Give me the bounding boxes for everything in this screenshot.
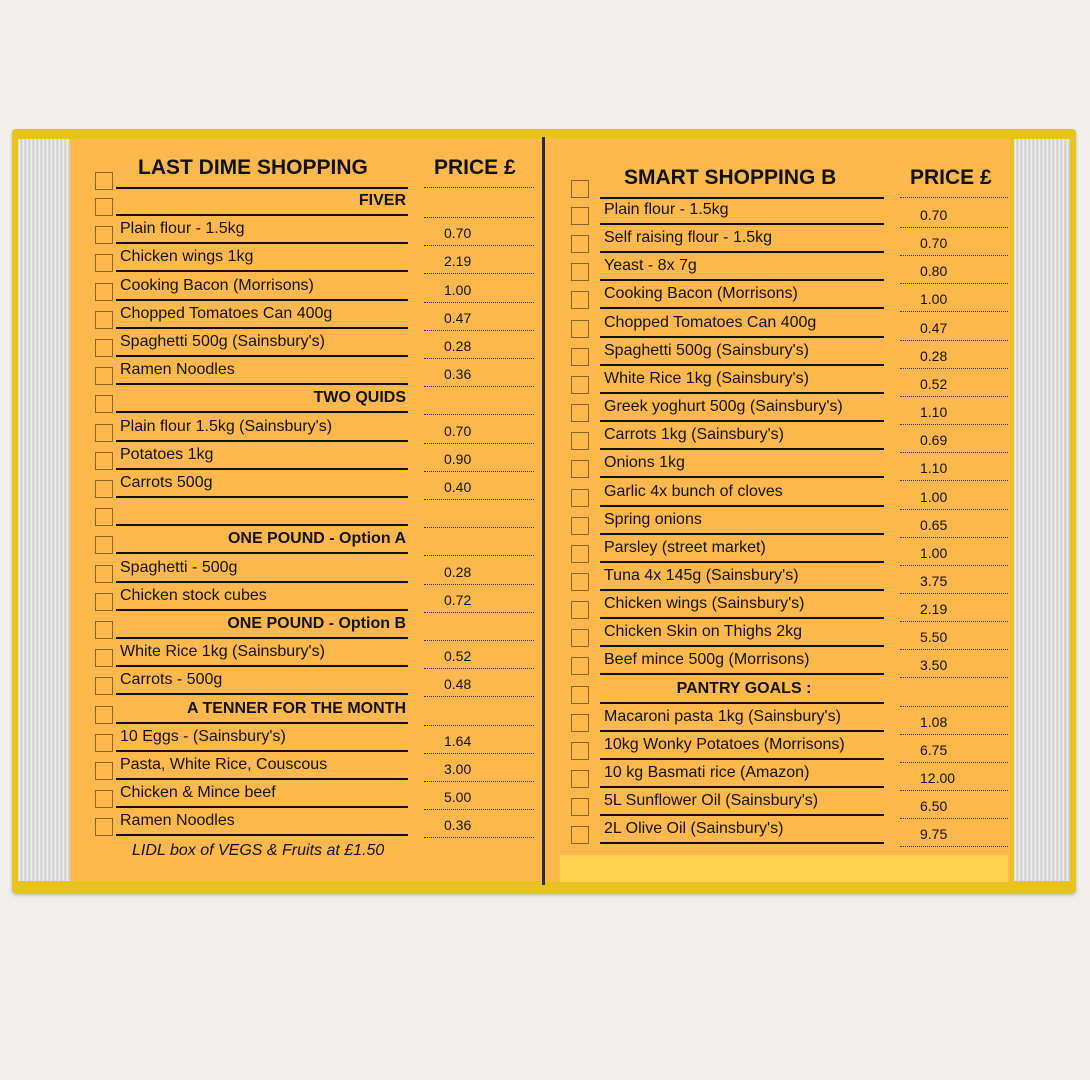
right-row-checkbox[interactable]	[571, 348, 589, 366]
right-row-checkbox[interactable]	[571, 376, 589, 394]
right-item-name: Garlic 4x bunch of cloves	[600, 481, 884, 507]
left-row-checkbox[interactable]	[95, 536, 113, 554]
right-row-checkbox[interactable]	[571, 714, 589, 732]
right-title-checkbox[interactable]	[571, 180, 589, 198]
left-row-checkbox[interactable]	[95, 565, 113, 583]
left-row-checkbox[interactable]	[95, 677, 113, 695]
right-item-price: 9.75	[900, 821, 1008, 847]
right-item-price: 1.00	[900, 484, 1008, 510]
page-edges-right	[1014, 139, 1070, 881]
right-item-name: Spaghetti 500g (Sainsbury's)	[600, 340, 884, 366]
left-item-price: 0.52	[424, 643, 534, 669]
right-row-checkbox[interactable]	[571, 432, 589, 450]
footer-strip	[560, 855, 1008, 882]
page-edges-left	[18, 139, 74, 881]
right-item-price: 0.52	[900, 371, 1008, 397]
left-item-name: White Rice 1kg (Sainsbury's)	[116, 641, 408, 667]
left-item-price: 0.47	[424, 305, 534, 331]
right-item-price: 0.65	[900, 512, 1008, 538]
right-item-price: 5.50	[900, 624, 1008, 650]
left-item-price: 0.70	[424, 220, 534, 246]
left-row-checkbox[interactable]	[95, 706, 113, 724]
left-row-checkbox[interactable]	[95, 198, 113, 216]
right-row-checkbox[interactable]	[571, 545, 589, 563]
left-item-price: 1.64	[424, 728, 534, 754]
left-section-heading: FIVER	[116, 190, 408, 216]
right-item-price: 1.08	[900, 709, 1008, 735]
right-item-price	[900, 681, 1008, 707]
right-row-checkbox[interactable]	[571, 517, 589, 535]
left-item-price	[424, 615, 534, 641]
right-item-name: 2L Olive Oil (Sainsbury's)	[600, 818, 884, 844]
left-item-price: 0.40	[424, 474, 534, 500]
left-row-checkbox[interactable]	[95, 311, 113, 329]
left-item-name: Potatoes 1kg	[116, 444, 408, 470]
left-row-checkbox[interactable]	[95, 424, 113, 442]
right-row-checkbox[interactable]	[571, 489, 589, 507]
left-item-name: Spaghetti 500g (Sainsbury's)	[116, 331, 408, 357]
right-row-checkbox[interactable]	[571, 798, 589, 816]
right-item-price: 1.10	[900, 455, 1008, 481]
right-item-price: 6.50	[900, 793, 1008, 819]
left-row-checkbox[interactable]	[95, 283, 113, 301]
left-title-checkbox[interactable]	[95, 172, 113, 190]
left-section-heading: ONE POUND - Option B	[116, 613, 408, 639]
left-item-price	[424, 530, 534, 556]
right-item-price: 1.00	[900, 286, 1008, 312]
right-item-name: Beef mince 500g (Morrisons)	[600, 649, 884, 675]
left-row-checkbox[interactable]	[95, 762, 113, 780]
right-item-name: Tuna 4x 145g (Sainsbury's)	[600, 565, 884, 591]
left-row-checkbox[interactable]	[95, 508, 113, 526]
left-section-heading: A TENNER FOR THE MONTH	[116, 698, 408, 724]
right-item-name: Spring onions	[600, 509, 884, 535]
right-item-price: 3.50	[900, 652, 1008, 678]
right-item-price: 1.00	[900, 540, 1008, 566]
left-item-name: Carrots - 500g	[116, 669, 408, 695]
left-item-name: Chopped Tomatoes Can 400g	[116, 303, 408, 329]
left-row-checkbox[interactable]	[95, 790, 113, 808]
right-row-checkbox[interactable]	[571, 404, 589, 422]
left-item-price: 0.28	[424, 559, 534, 585]
right-item-price: 0.28	[900, 343, 1008, 369]
left-row-checkbox[interactable]	[95, 734, 113, 752]
left-price-rule	[424, 187, 534, 188]
right-item-price: 0.70	[900, 202, 1008, 228]
right-row-checkbox[interactable]	[571, 686, 589, 704]
left-item-price	[424, 700, 534, 726]
left-row-checkbox[interactable]	[95, 395, 113, 413]
left-item-price: 2.19	[424, 248, 534, 274]
right-row-checkbox[interactable]	[571, 460, 589, 478]
left-item-price: 0.48	[424, 671, 534, 697]
left-row-checkbox[interactable]	[95, 254, 113, 272]
left-item-price: 0.70	[424, 418, 534, 444]
left-item-price: 0.90	[424, 446, 534, 472]
left-row-checkbox[interactable]	[95, 480, 113, 498]
right-item-price: 0.47	[900, 315, 1008, 341]
right-row-checkbox[interactable]	[571, 770, 589, 788]
right-section-heading: PANTRY GOALS :	[600, 678, 884, 704]
left-item-name: Carrots 500g	[116, 472, 408, 498]
right-item-price: 12.00	[900, 765, 1008, 791]
left-item-name: Ramen Noodles	[116, 359, 408, 385]
right-item-name: Greek yoghurt 500g (Sainsbury's)	[600, 396, 884, 422]
left-row-checkbox[interactable]	[95, 593, 113, 611]
left-section-heading: ONE POUND - Option A	[116, 528, 408, 554]
left-item-price	[424, 389, 534, 415]
right-price-header: PRICE £	[910, 166, 992, 189]
left-item-price: 5.00	[424, 784, 534, 810]
right-row-checkbox[interactable]	[571, 263, 589, 281]
left-item-name: Pasta, White Rice, Couscous	[116, 754, 408, 780]
left-row-checkbox[interactable]	[95, 226, 113, 244]
right-item-name: Chopped Tomatoes Can 400g	[600, 312, 884, 338]
right-item-price: 0.80	[900, 258, 1008, 284]
right-row-checkbox[interactable]	[571, 291, 589, 309]
right-row-checkbox[interactable]	[571, 601, 589, 619]
right-item-name: White Rice 1kg (Sainsbury's)	[600, 368, 884, 394]
right-item-name: Plain flour - 1.5kg	[600, 199, 884, 225]
left-item-name: Plain flour - 1.5kg	[116, 218, 408, 244]
left-item-price	[424, 502, 534, 528]
right-item-name: Parsley (street market)	[600, 537, 884, 563]
left-item-price: 0.36	[424, 812, 534, 838]
right-row-checkbox[interactable]	[571, 207, 589, 225]
right-row-checkbox[interactable]	[571, 320, 589, 338]
right-item-name: Onions 1kg	[600, 452, 884, 478]
right-row-checkbox[interactable]	[571, 573, 589, 591]
right-item-name: Self raising flour - 1.5kg	[600, 227, 884, 253]
left-item-name: Chicken & Mince beef	[116, 782, 408, 808]
left-item-price: 3.00	[424, 756, 534, 782]
left-item-price	[424, 192, 534, 218]
left-section-heading	[116, 500, 408, 526]
book-spine	[542, 137, 545, 885]
left-item-price: 0.36	[424, 361, 534, 387]
left-item-price: 1.00	[424, 277, 534, 303]
left-row-checkbox[interactable]	[95, 339, 113, 357]
left-item-name: Plain flour 1.5kg (Sainsbury's)	[116, 416, 408, 442]
left-row-checkbox[interactable]	[95, 452, 113, 470]
left-row-checkbox[interactable]	[95, 367, 113, 385]
right-title: SMART SHOPPING B	[624, 166, 837, 189]
right-item-price: 1.10	[900, 399, 1008, 425]
right-row-checkbox[interactable]	[571, 826, 589, 844]
right-item-name: 10kg Wonky Potatoes (Morrisons)	[600, 734, 884, 760]
left-note: LIDL box of VEGS & Fruits at £1.50	[132, 842, 385, 859]
left-item-name: Ramen Noodles	[116, 810, 408, 836]
right-item-name: Carrots 1kg (Sainsbury's)	[600, 424, 884, 450]
left-item-price: 0.72	[424, 587, 534, 613]
right-item-name: 10 kg Basmati rice (Amazon)	[600, 762, 884, 788]
right-row-checkbox[interactable]	[571, 235, 589, 253]
right-price-rule	[900, 197, 1008, 198]
left-price-header: PRICE £	[434, 156, 516, 179]
right-item-price: 0.69	[900, 427, 1008, 453]
right-item-price: 0.70	[900, 230, 1008, 256]
right-item-name: 5L Sunflower Oil (Sainsbury's)	[600, 790, 884, 816]
left-row-checkbox[interactable]	[95, 621, 113, 639]
left-row-checkbox[interactable]	[95, 649, 113, 667]
right-row-checkbox[interactable]	[571, 629, 589, 647]
left-item-price: 0.28	[424, 333, 534, 359]
left-item-name: Chicken wings 1kg	[116, 246, 408, 272]
left-item-name: Spaghetti - 500g	[116, 557, 408, 583]
right-item-name: Macaroni pasta 1kg (Sainsbury's)	[600, 706, 884, 732]
left-item-name: Chicken stock cubes	[116, 585, 408, 611]
left-section-heading: TWO QUIDS	[116, 387, 408, 413]
left-row-checkbox[interactable]	[95, 818, 113, 836]
right-item-price: 6.75	[900, 737, 1008, 763]
left-title: LAST DIME SHOPPING	[138, 156, 368, 179]
right-item-name: Yeast - 8x 7g	[600, 255, 884, 281]
right-item-price: 3.75	[900, 568, 1008, 594]
right-row-checkbox[interactable]	[571, 742, 589, 760]
left-title-rule	[116, 187, 408, 189]
right-item-name: Chicken wings (Sainsbury's)	[600, 593, 884, 619]
right-item-price: 2.19	[900, 596, 1008, 622]
left-item-name: Cooking Bacon (Morrisons)	[116, 275, 408, 301]
right-item-name: Cooking Bacon (Morrisons)	[600, 283, 884, 309]
left-item-name: 10 Eggs - (Sainsbury's)	[116, 726, 408, 752]
right-item-name: Chicken Skin on Thighs 2kg	[600, 621, 884, 647]
right-row-checkbox[interactable]	[571, 657, 589, 675]
